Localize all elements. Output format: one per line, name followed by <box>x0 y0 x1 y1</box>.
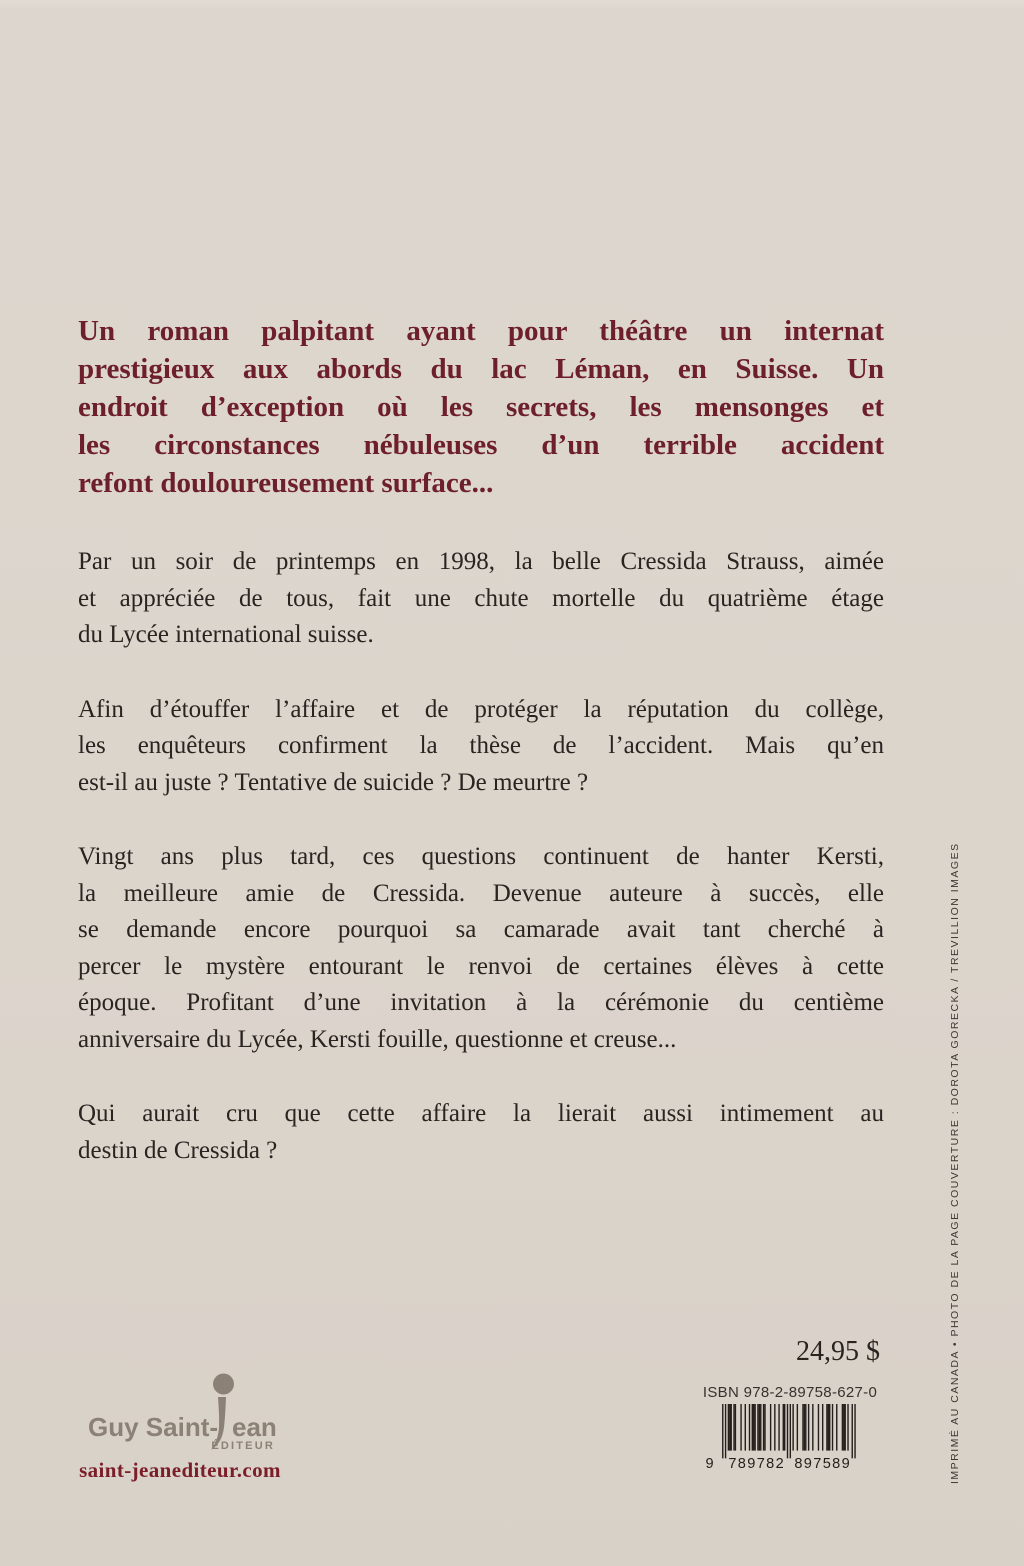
text-line: se demande encore pourquoi sa camarade avait tant cherché à <box>78 916 884 943</box>
text-line: prestigieux aux abords du lac Léman, en Suisse. Un <box>78 353 884 385</box>
synopsis-paragraph <box>78 839 884 1058</box>
isbn-label: ISBN 978-2-89758-627-0 <box>702 1384 878 1401</box>
text-line: percer le mystère entourant le renvoi de certaines élèves à cette <box>78 952 884 980</box>
synopsis-paragraph <box>78 544 884 654</box>
publisher-logo <box>60 1368 300 1468</box>
synopsis <box>78 312 884 1207</box>
text-line: anniversaire du Lycée, Kersti fouille, questionne et creuse... <box>78 1025 677 1053</box>
print-photo-credit: IMPRIMÉ AU CANADA • PHOTO DE LA PAGE COUVERTURE : DOROTA GORECKA / TREVILLION IMAGES <box>949 842 961 1484</box>
text-line: époque. Profitant d’une invitation à la cérémonie du centième <box>78 989 884 1016</box>
text-line: Afin d’étouffer l’affaire et de protéger la réputation du collège, <box>78 695 884 723</box>
text-line: du Lycée international suisse. <box>78 621 374 648</box>
publisher-name-suffix: ean <box>232 1412 277 1442</box>
text-line: les circonstances nébuleuses d’un terrible accident <box>78 429 884 461</box>
text-line: Un roman palpitant ayant pour théâtre un internat <box>78 315 884 347</box>
text-line: endroit d’exception où les secrets, les mensonges et <box>78 391 884 423</box>
publisher-name-prefix: Guy Saint- <box>88 1412 219 1442</box>
barcode-digit-first: 9 <box>705 1456 714 1470</box>
text-line: les enquêteurs confirment la thèse de l’accident. Mais qu’en <box>78 732 884 759</box>
text-line: Vingt ans plus tard, ces questions continuent de hanter Kersti, <box>78 843 884 870</box>
isbn-block <box>702 1384 878 1470</box>
barcode-digits-right: 897589 <box>794 1456 850 1470</box>
synopsis-paragraph <box>78 692 884 802</box>
text-line: Qui aurait cru que cette affaire la lierait aussi intimement au <box>78 1100 884 1127</box>
price: 24,95 $ <box>796 1336 880 1367</box>
synopsis-intro-paragraph <box>78 312 884 502</box>
publisher-website: saint-jeanediteur.com <box>79 1458 281 1482</box>
synopsis-paragraph <box>78 1096 884 1169</box>
publisher-descriptor: ÉDITEUR <box>211 1440 275 1452</box>
text-line: Par un soir de printemps en 1998, la belle Cressida Strauss, aimée <box>78 548 884 575</box>
barcode-digits-left: 789782 <box>728 1456 784 1470</box>
ean13-barcode <box>704 1404 876 1470</box>
text-line: refont douloureusement surface... <box>78 467 494 499</box>
text-line: destin de Cressida ? <box>78 1136 278 1164</box>
text-line: la meilleure amie de Cressida. Devenue auteure à succès, elle <box>78 879 884 907</box>
text-line: et appréciée de tous, fait une chute mortelle du quatrième étage <box>78 584 884 612</box>
text-line: est-il au juste ? Tentative de suicide ? De meurtre ? <box>78 768 589 796</box>
